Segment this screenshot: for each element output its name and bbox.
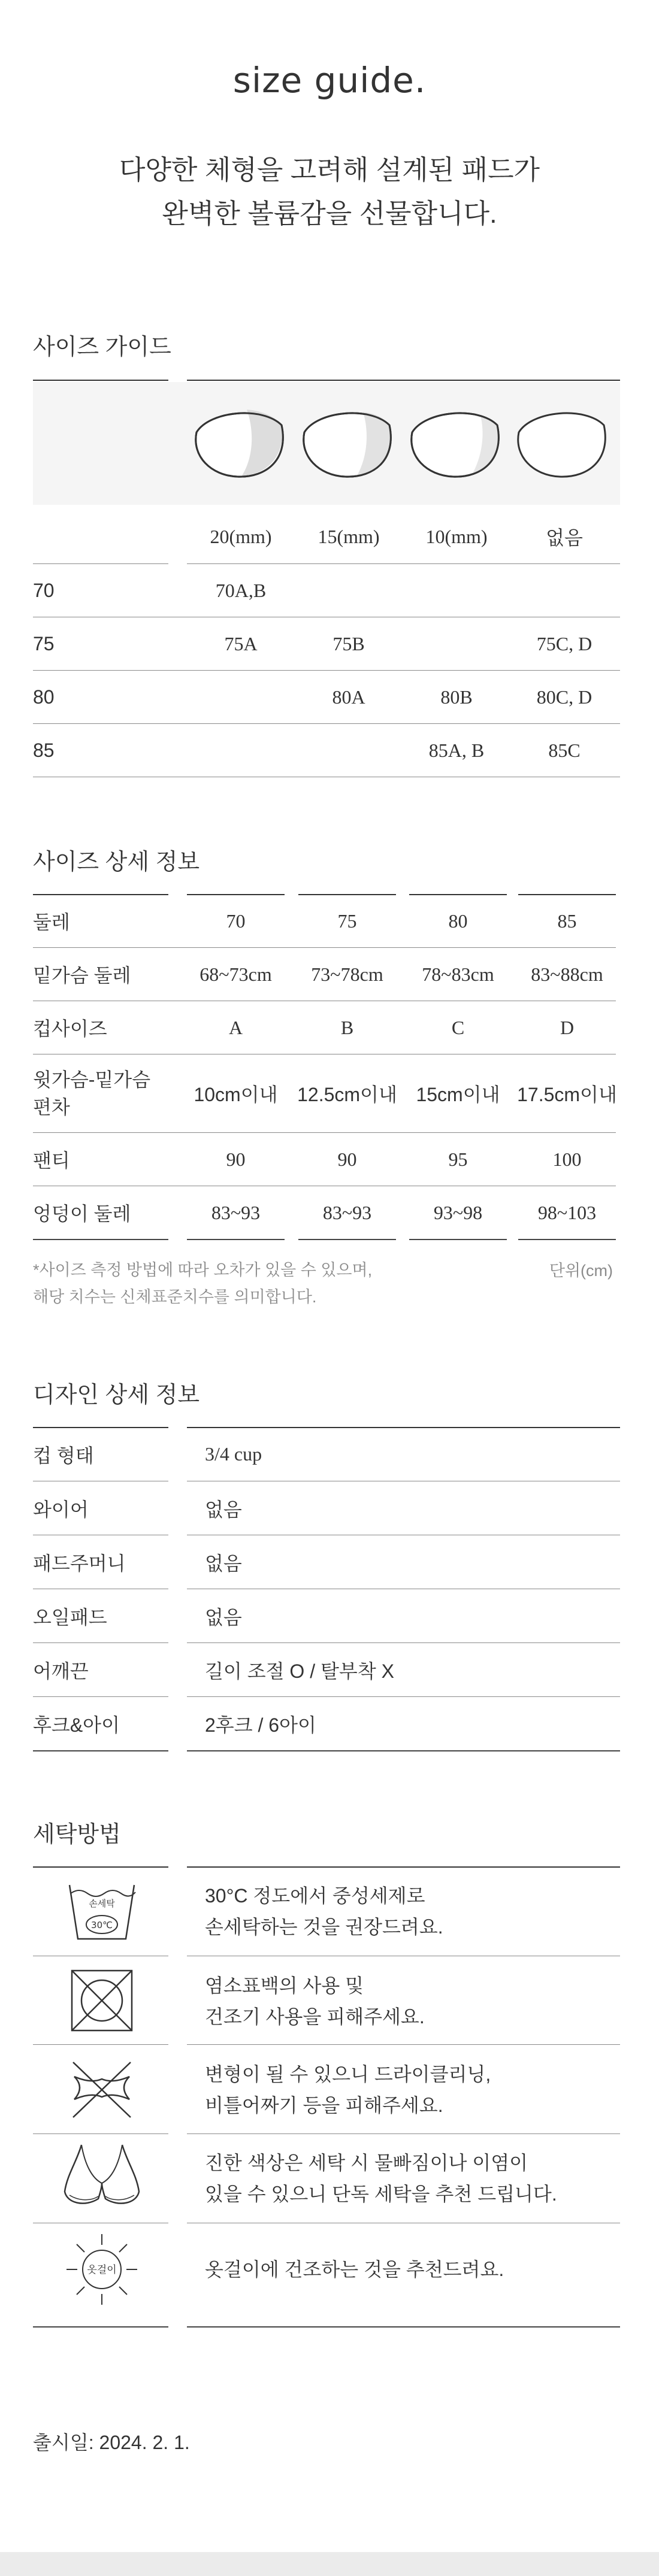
size-cell: 80A [332,686,365,708]
care-instruction [205,1880,443,1942]
pad-column-header: 10(mm) [425,525,488,547]
divider [187,2044,620,2045]
size-cell: 85A, B [428,740,485,761]
pad-none-icon [514,401,610,485]
detail-row-label: 팬티 [33,1150,70,1171]
design-row-label: 어깨끈 [33,1660,89,1682]
detail-row-label: 컵사이즈 [33,1018,107,1040]
divider [298,1239,396,1240]
size-cell: 80C, D [536,686,593,708]
care-instruction [205,2147,557,2210]
divider [33,2044,168,2045]
divider [33,1239,168,1240]
pad-column-header: 20(mm) [210,525,272,547]
divider [187,1239,285,1240]
detail-value: 78~83cm [422,963,494,985]
divider [518,1239,616,1240]
divider [33,380,168,381]
detail-value: 70 [226,910,246,932]
care-line: 염소표백의 사용 및 [205,1975,364,1996]
care-line: 진한 색상은 세탁 시 물빠짐이나 이염이 [205,2152,528,2174]
pad-15mm-icon [300,401,395,485]
design-row-value: 없음 [205,1498,242,1520]
detail-row-label: 밑가슴 둘레 [33,965,131,986]
no-bleach-no-tumble-dry-icon [67,1966,137,2035]
size-cell: 70A,B [215,580,267,601]
divider [409,1239,507,1240]
detail-value: 10cm이내 [194,1084,278,1105]
detail-value: 90 [226,1148,246,1170]
size-cell: 75A [224,633,258,654]
detail-row-label: 엉덩이 둘레 [33,1203,131,1225]
hanger-dry-icon [63,2230,141,2308]
detail-value: 68~73cm [199,963,272,985]
page-bottom-bar [0,2552,659,2576]
design-row-label: 와이어 [33,1498,89,1520]
detail-value: 17.5cm이내 [517,1084,617,1105]
pad-20mm-icon [192,401,288,485]
hand-wash-icon [65,1880,139,1946]
intro-line-1: 다양한 체형을 고려해 설계된 패드가 [119,154,540,185]
care-instruction [205,1970,425,2032]
divider [33,1866,168,1868]
hanger-dry-icon-label: 옷걸이 [87,2264,117,2276]
detail-row-label: 둘레 [33,911,70,933]
detail-value: A [228,1016,243,1038]
unit-note: 단위(cm) [549,1262,613,1280]
pad-column-header: 15(mm) [318,525,380,547]
size-cell: 75B [332,633,365,654]
design-row-value: 없음 [205,1606,242,1628]
design-row-value: 3/4 cup [205,1443,262,1465]
size-cell: 80B [440,686,473,708]
care-line: 옷걸이에 건조하는 것을 추천드려요. [205,2259,504,2280]
detail-value: 93~98 [433,1201,483,1223]
band-size-label: 75 [33,633,55,654]
divider [33,2133,168,2134]
design-row-label: 후크&아이 [33,1714,120,1736]
divider [187,380,620,381]
design-detail-title: 디자인 상세 정보 [33,1383,200,1408]
divider [33,1750,168,1751]
design-row-label: 컵 형태 [33,1444,94,1466]
detail-value: 83~93 [211,1201,261,1223]
design-row-value: 없음 [205,1552,242,1574]
care-title: 세탁방법 [33,1822,121,1847]
no-dry-clean-no-wring-icon [67,2057,137,2123]
bra-icon [61,2141,143,2213]
care-instruction [205,2254,504,2285]
design-row-label: 패드주머니 [33,1552,126,1574]
detail-value: 95 [448,1148,468,1170]
divider [187,1750,620,1751]
detail-value: 15cm이내 [416,1084,500,1105]
design-row-label: 오일패드 [33,1606,107,1628]
size-detail-title: 사이즈 상세 정보 [33,850,200,875]
intro-line-2: 완벽한 볼륨감을 선물합니다. [162,198,497,229]
band-size-label: 85 [33,740,55,761]
detail-row-label-line: 윗가슴-밑가슴 [33,1069,151,1090]
divider [187,2133,620,2134]
detail-row-label-line: 편차 [33,1096,70,1118]
detail-row-label [33,1054,177,1132]
detail-value: B [340,1016,354,1038]
detail-value: 83~93 [322,1201,372,1223]
hand-wash-icon-temp: 30℃ [91,1920,113,1931]
release-date: 출시일: 2024. 2. 1. [33,2432,190,2453]
band-size-label: 70 [33,580,55,601]
care-line: 비틀어짜기 등을 피해주세요. [205,2095,443,2116]
size-cell: 85C [548,740,581,761]
detail-value: 85 [557,910,577,932]
detail-value: 90 [337,1148,357,1170]
care-line: 변형이 될 수 있으니 드라이클리닝, [205,2063,491,2085]
size-guide-title: 사이즈 가이드 [33,335,171,360]
detail-value: 98~103 [537,1201,597,1223]
design-row-value: 길이 조절 O / 탈부착 X [205,1660,394,1682]
care-line: 손세탁하는 것을 권장드려요. [205,1916,443,1938]
size-cell: 75C, D [536,633,593,654]
care-instruction [205,2059,491,2121]
care-line: 있을 수 있으니 단독 세탁을 추천 드립니다. [205,2183,557,2205]
divider [187,1866,620,1868]
design-row-value: 2후크 / 6아이 [205,1714,316,1736]
detail-value: 100 [552,1148,582,1170]
detail-value: 75 [337,910,357,932]
divider [187,2326,620,2328]
detail-value: C [451,1016,465,1038]
size-note-line: 해당 치수는 신체표준치수를 의미합니다. [33,1288,317,1306]
detail-value: 73~78cm [311,963,383,985]
detail-value: D [560,1016,575,1038]
divider [33,2326,168,2328]
hand-wash-icon-label: 손세탁 [89,1898,115,1909]
detail-value: 83~88cm [531,963,603,985]
detail-value: 12.5cm이내 [297,1084,397,1105]
size-note-line: *사이즈 측정 방법에 따라 오차가 있을 수 있으며, [33,1261,373,1279]
care-line: 건조기 사용을 피해주세요. [205,2006,425,2028]
band-size-label: 80 [33,686,55,708]
detail-value: 80 [448,910,468,932]
pad-10mm-icon [407,401,503,485]
pad-column-header: 없음 [546,527,583,548]
care-line: 30°C 정도에서 중성세제로 [205,1885,425,1907]
page-title: size guide. [232,60,427,101]
